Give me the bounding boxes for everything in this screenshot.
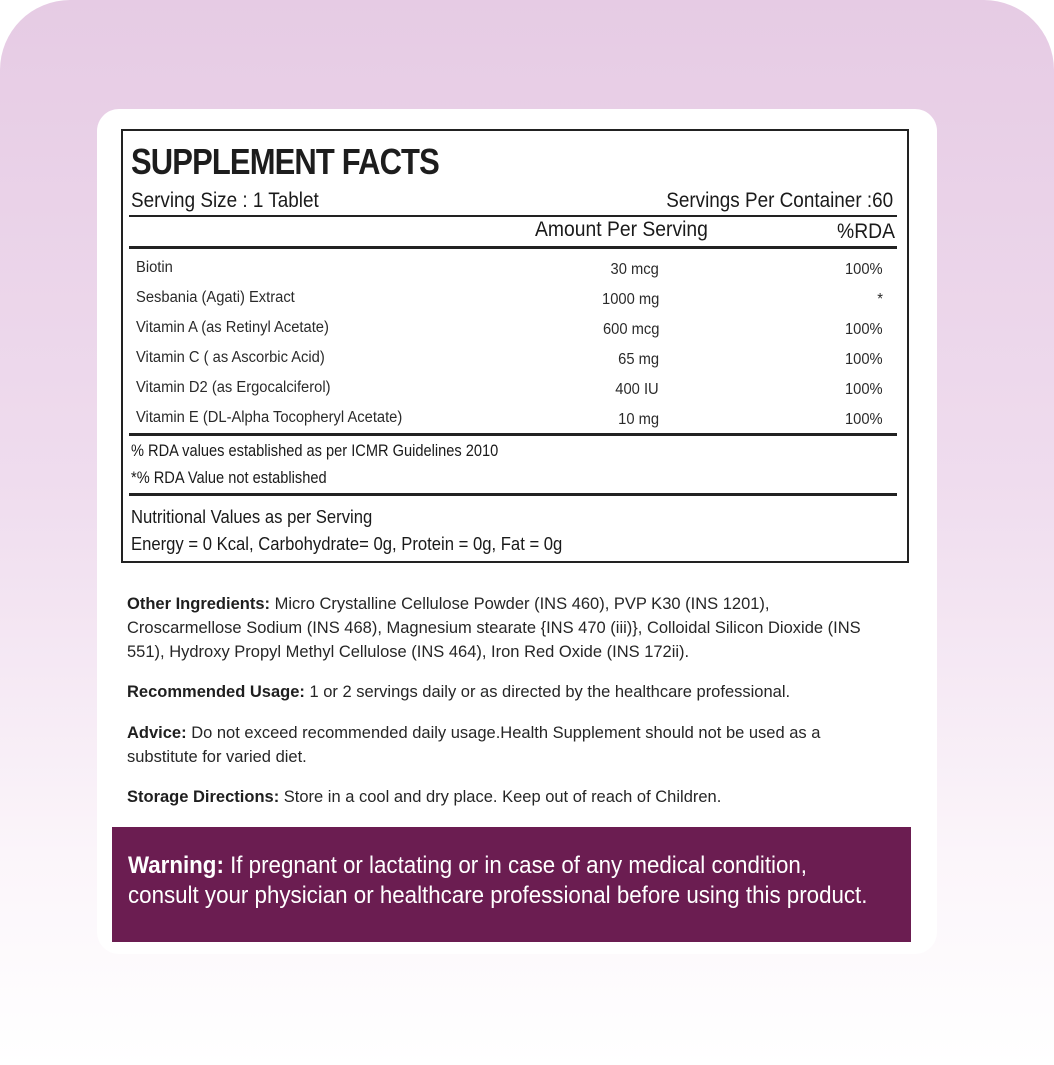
nutrient-amount: 600 mcg [602, 321, 659, 338]
storage-text: Store in a cool and dry place. Keep out of reach of Children. [279, 788, 722, 806]
divider [129, 215, 897, 217]
other-ingredients [127, 592, 887, 664]
nutrient-amount: 1000 mg [601, 291, 659, 308]
usage-label: Recommended Usage: [127, 683, 305, 701]
nutrition-title: Nutritional Values as per Serving [131, 506, 373, 527]
nutrient-rda: 100% [845, 351, 883, 368]
other-ingredients-text: Micro Crystalline Cellulose Powder (INS 460), PVP K30 (INS 1201), Croscarmellose Sodium (INS 468), Magnesium stearate {INS 470 (iii)}, Colloidal Silicon Dioxide (INS 551), Hydroxy Propyl Methyl Cellulose (INS 464), Iron Red Oxide (INS 172ii). [127, 595, 861, 661]
storage-label: Storage Directions: [127, 788, 280, 806]
table-row [123, 345, 907, 375]
nutrient-rda: 100% [845, 261, 883, 278]
nutrient-amount: 10 mg [618, 411, 659, 428]
nutrient-name: Sesbania (Agati) Extract [136, 289, 295, 306]
nutrient-name: Vitamin A (as Retinyl Acetate) [136, 319, 329, 336]
servings-per-container: Servings Per Container :60 [666, 189, 893, 212]
nutrient-rows [123, 255, 907, 435]
rda-footnote: *% RDA Value not established [131, 468, 327, 487]
nutrient-amount: 30 mcg [610, 261, 659, 278]
serving-size: Serving Size : 1 Tablet [131, 189, 319, 212]
warning-box [112, 827, 911, 942]
nutrient-name: Vitamin E (DL-Alpha Tocopheryl Acetate) [136, 409, 403, 426]
nutrient-rda: * [877, 291, 883, 308]
header-rda: %RDA [837, 220, 895, 243]
warning-label: Warning: [128, 852, 224, 879]
storage-directions [127, 785, 887, 809]
nutrient-rda: 100% [845, 321, 883, 338]
facts-title: SUPPLEMENT FACTS [131, 141, 439, 182]
table-row [123, 255, 907, 285]
usage-text: 1 or 2 servings daily or as directed by the healthcare professional. [304, 683, 791, 701]
advice-label: Advice: [127, 724, 187, 742]
table-row [123, 285, 907, 315]
header-amount: Amount Per Serving [535, 218, 708, 241]
nutrient-amount: 65 mg [618, 351, 659, 368]
advice-text: Do not exceed recommended daily usage.Health Supplement should not be used as a substitute for varied diet. [127, 724, 821, 766]
warning-line-1 [128, 851, 856, 881]
nutrient-rda: 100% [845, 411, 883, 428]
table-row [123, 375, 907, 405]
divider [129, 493, 897, 496]
nutrient-name: Biotin [136, 259, 173, 276]
supplement-facts-panel [121, 129, 909, 563]
rda-note: % RDA values established as per ICMR Guidelines 2010 [131, 441, 499, 460]
recommended-usage [127, 680, 887, 704]
nutrient-name: Vitamin C ( as Ascorbic Acid) [136, 349, 325, 366]
warning-text-2: consult your physician or healthcare professional before using this product. [128, 882, 868, 909]
divider [129, 433, 897, 436]
advice [127, 721, 887, 769]
nutrient-name: Vitamin D2 (as Ergocalciferol) [136, 379, 331, 396]
warning-text-1: If pregnant or lactating or in case of any medical condition, [223, 852, 808, 879]
table-row [123, 315, 907, 345]
table-row [123, 405, 907, 435]
other-ingredients-label: Other Ingredients: [127, 595, 271, 613]
nutrient-amount: 400 IU [615, 381, 659, 398]
divider [129, 246, 897, 249]
nutrient-rda: 100% [845, 381, 883, 398]
nutrition-values: Energy = 0 Kcal, Carbohydrate= 0g, Protein = 0g, Fat = 0g [131, 533, 563, 554]
